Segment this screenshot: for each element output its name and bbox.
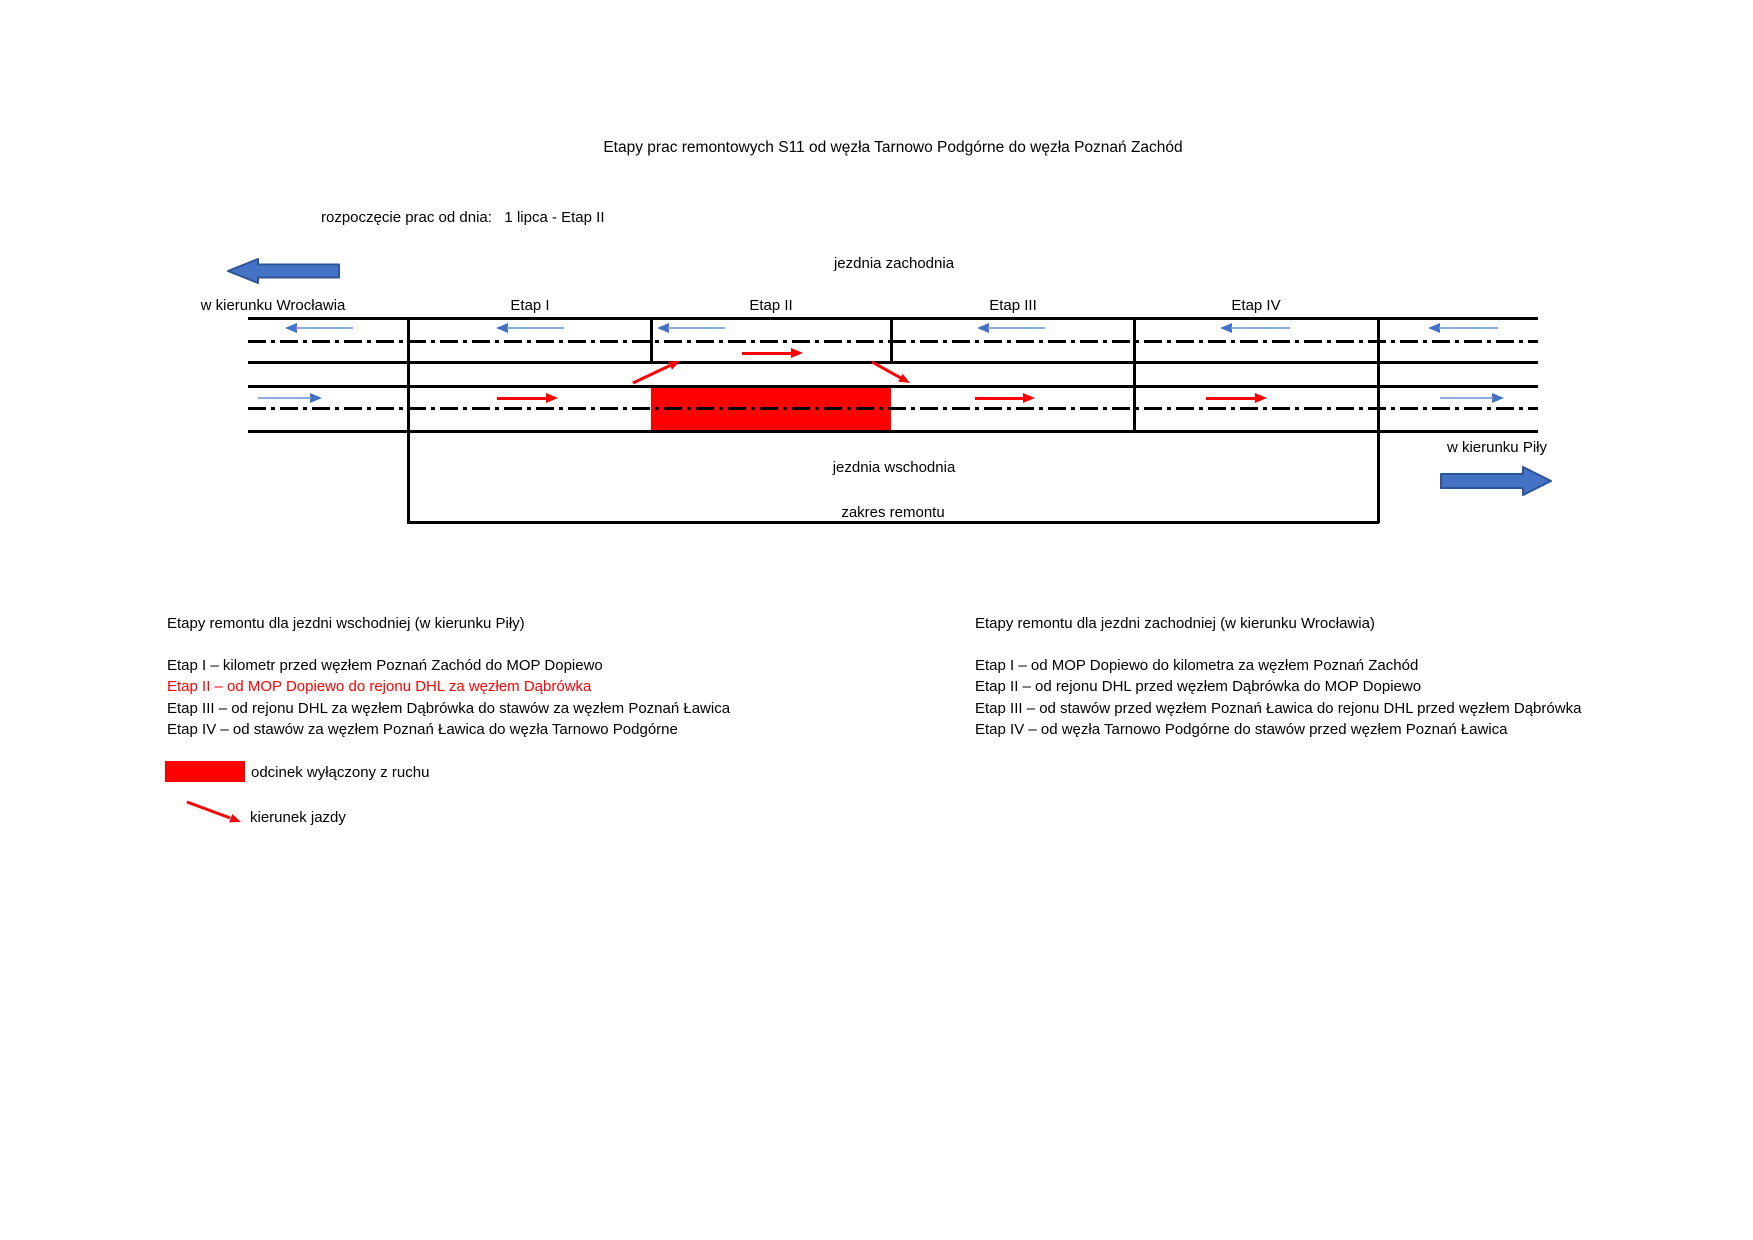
scope-box-right-line bbox=[1377, 317, 1380, 523]
legend-west-header: Etapy remontu dla jezdni zachodniej (w kierunku Wrocławia) bbox=[975, 615, 1375, 632]
closed-section-key-label: odcinek wyłączony z ruchu bbox=[251, 764, 430, 781]
legend-east-header: Etapy remontu dla jezdni wschodniej (w kierunku Piły) bbox=[167, 615, 525, 632]
scope-box-left-line bbox=[407, 317, 410, 523]
west-lane-arrow-icon bbox=[977, 323, 1045, 333]
stage-label-etap-4: Etap IV bbox=[1231, 297, 1281, 314]
west-lane-arrow-icon bbox=[657, 323, 725, 333]
stage-label-etap-2: Etap II bbox=[749, 297, 793, 314]
stage-boundary-2-3 bbox=[890, 317, 893, 363]
west-lane-arrow-icon bbox=[1220, 323, 1290, 333]
legend-east-item-3: Etap III – od rejonu DHL za węzłem Dąbrówka do stawów za węzłem Poznań Ławica bbox=[167, 700, 731, 717]
detour-arrow-etap2-contraflow-icon bbox=[742, 348, 803, 358]
direction-east-label: w kierunku Piły bbox=[1446, 439, 1547, 456]
legend-west-item-2: Etap II – od rejonu DHL przed węzłem Dąbrówka do MOP Dopiewo bbox=[975, 678, 1422, 695]
closed-section-swatch bbox=[165, 761, 245, 782]
road-edge-line bbox=[248, 430, 1538, 433]
detour-arrow-etap3-icon bbox=[975, 393, 1035, 403]
west-carriageway-label: jezdnia zachodnia bbox=[833, 255, 955, 272]
scope-of-works-label: zakres remontu bbox=[841, 504, 945, 521]
detour-arrow-etap1-icon bbox=[497, 393, 558, 403]
stage-boundary-3-4 bbox=[1133, 317, 1136, 432]
east-lane-arrow-icon bbox=[258, 393, 322, 403]
detour-arrow-etap4-icon bbox=[1206, 393, 1267, 403]
legend-east-item-2-active: Etap II – od MOP Dopiewo do rejonu DHL za węzłem Dąbrówka bbox=[167, 678, 592, 695]
east-carriageway-label: jezdnia wschodnia bbox=[832, 459, 956, 476]
stage-label-etap-3: Etap III bbox=[989, 297, 1037, 314]
crossover-up-arrow-icon bbox=[628, 357, 686, 389]
direction-west-big-arrow-icon bbox=[227, 258, 340, 284]
west-lane-divider-line bbox=[248, 340, 1538, 343]
page-title: Etapy prac remontowych S11 od węzła Tarnowo Podgórne do węzła Poznań Zachód bbox=[603, 139, 1183, 156]
west-lane-arrow-icon bbox=[496, 323, 564, 333]
legend-east-item-1: Etap I – kilometr przed węzłem Poznań Zachód do MOP Dopiewo bbox=[167, 657, 603, 674]
east-lane-arrow-icon bbox=[1440, 393, 1504, 403]
crossover-down-arrow-icon bbox=[868, 358, 916, 388]
legend-west-item-1: Etap I – od MOP Dopiewo do kilometra za węzłem Poznań Zachód bbox=[975, 657, 1419, 674]
legend-west-item-4: Etap IV – od węzła Tarnowo Podgórne do stawów przed węzłem Poznań Ławica bbox=[975, 721, 1508, 738]
west-lane-arrow-icon bbox=[1428, 323, 1498, 333]
road-edge-line bbox=[248, 317, 1538, 320]
legend-west-item-3: Etap III – od stawów przed węzłem Poznań Ławica do rejonu DHL przed węzłem Dąbrówka bbox=[975, 700, 1582, 717]
direction-west-label: w kierunku Wrocławia bbox=[200, 297, 346, 314]
legend-east-item-4: Etap IV – od stawów za węzłem Poznań Ławica do węzła Tarnowo Podgórne bbox=[167, 721, 678, 738]
stage-label-etap-1: Etap I bbox=[510, 297, 550, 314]
direction-east-big-arrow-icon bbox=[1440, 466, 1552, 496]
drive-direction-key-label: kierunek jazdy bbox=[250, 809, 346, 826]
east-lane-divider-line bbox=[248, 407, 1538, 410]
drive-direction-arrow-icon bbox=[183, 798, 247, 826]
start-date-note: rozpoczęcie prac od dnia: 1 lipca - Etap II bbox=[321, 209, 605, 226]
scope-box-bottom-line bbox=[407, 521, 1379, 524]
west-lane-arrow-icon bbox=[285, 323, 353, 333]
